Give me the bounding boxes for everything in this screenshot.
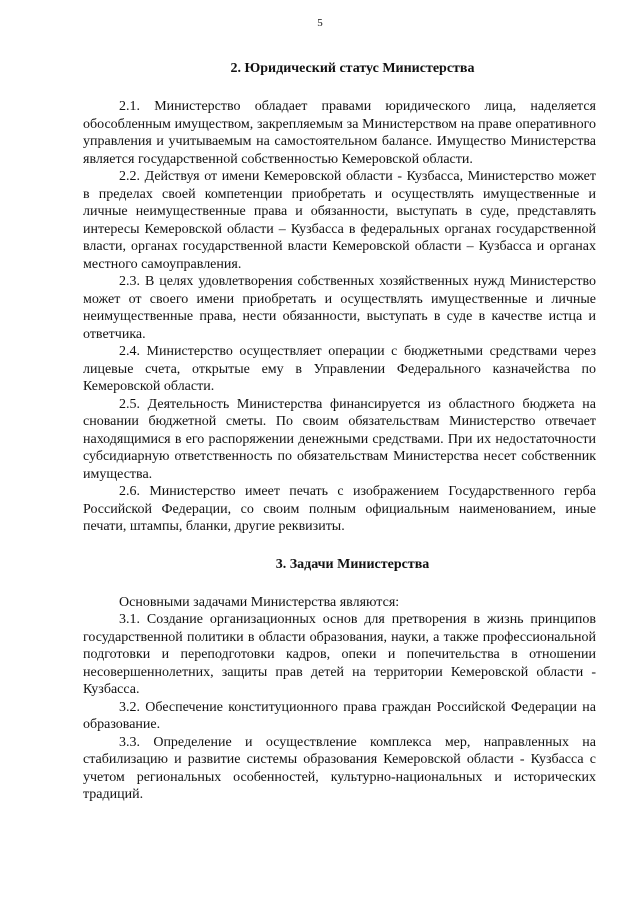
paragraph-2-6: 2.6. Министерство имеет печать с изображением Государственного герба Российской Федерации, со своим полным официальным наименованием, иные печати, штампы, бланки, другие реквизиты. (83, 484, 596, 534)
paragraph-2-2: 2.2. Действуя от имени Кемеровской области - Кузбасса, Министерство может в пределах своей компетенции приобретать и осуществлять имущественные и личные неимущественные права и обязанности, выступать в суде, представлять интересы Кемеровской области – Кузбасса в федеральных органах государственной власти, органах государственной власти Кемеровской области – Кузбасса и органах местного самоуправления. (83, 169, 596, 272)
paragraph-2-3: 2.3. В целях удовлетворения собственных хозяйственных нужд Министерство может от своего имени приобретать и осуществлять имущественные и личные неимущественные права, нести обязанности, выступать в суде в качестве истца и ответчика. (83, 274, 596, 342)
paragraph-2-4: 2.4. Министерство осуществляет операции с бюджетными средствами через лицевые счета, открытые ему в Управлении Федерального казначейства по Кемеровской области. (83, 344, 596, 394)
section-2-heading: 2. Юридический статус Министерства (230, 61, 475, 76)
paragraph-2-5: 2.5. Деятельность Министерства финансируется из областного бюджета на сновании бюджетной сметы. По своим обязательствам Министерство отвечает находящимися в его распоряжении денежными средствами. При их недостаточности субсидиарную ответственность по обязательствам Министерства несет собственник имущества. (83, 396, 596, 482)
paragraph-2-1: 2.1. Министерство обладает правами юридического лица, наделяется обособленным имуществом, закрепляемым за Министерством на праве оперативного управления и учитываемым на самостоятельном балансе. Имущество Министерства является государственной собственностью Кемеровской области. (83, 99, 596, 167)
paragraph-3-intro: Основными задачами Министерства являются: (119, 594, 400, 610)
page-number: 5 (317, 17, 323, 29)
paragraph-3-1: 3.1. Создание организационных основ для претворения в жизнь принципов государственной политики в области образования, науки, а также профессиональной подготовки и переподготовки кадров, опеки и попечительства в отношении несовершеннолетних, защиты прав детей на территории Кемеровской области - Кузбасса. (83, 612, 596, 697)
document-body (83, 60, 596, 804)
paragraph-3-2: 3.2. Обеспечение конституционного права граждан Российской Федерации на образование. (83, 699, 596, 732)
section-3-heading: 3. Задачи Министерства (275, 556, 430, 572)
paragraph-3-3: 3.3. Определение и осуществление комплекса мер, направленных на стабилизацию и развитие системы образования Кемеровской области - Кузбасса с учетом региональных особенностей, культурно-национальных и исторических традиций. (83, 734, 596, 802)
